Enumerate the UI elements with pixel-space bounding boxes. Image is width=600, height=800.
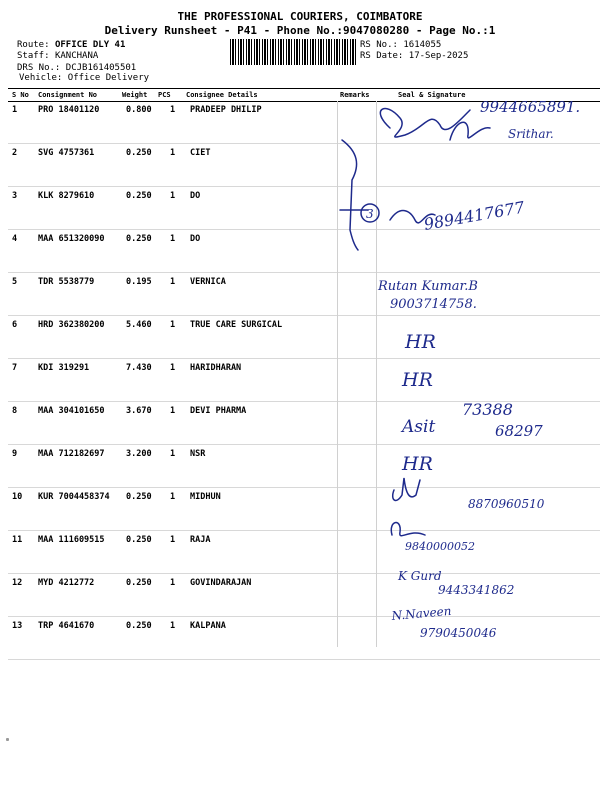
row-weight: 0.250 [126, 621, 152, 631]
row-pcs: 1 [170, 191, 176, 201]
row-sno: 7 [12, 363, 18, 373]
row-consignment-no: MAA 712182697 [38, 449, 105, 459]
col-sno: S No [12, 91, 29, 99]
rs-no-line [360, 40, 441, 51]
row-pcs: 1 [170, 234, 176, 244]
signature-12-name: K Gurd [398, 569, 442, 583]
row-weight: 3.200 [126, 449, 152, 459]
drs-label: DRS No.: [17, 63, 61, 73]
row-weight: 0.250 [126, 148, 152, 158]
row-pcs: 1 [170, 105, 176, 115]
row-consignment-no: MYD 4212772 [38, 578, 95, 588]
col-signature: Seal & Signature [398, 91, 466, 99]
row-sno: 12 [12, 578, 23, 588]
row-consignment-no: MAA 111609515 [38, 535, 105, 545]
row-consignee: CIET [190, 148, 211, 158]
staff-label: Staff: [17, 51, 50, 61]
col-consignment: Consignment No [38, 91, 98, 99]
row-pcs: 1 [170, 492, 176, 502]
signature-9: HR [402, 453, 433, 475]
row-consignee: DO [190, 191, 201, 201]
row-pcs: 1 [170, 578, 176, 588]
row-consignee: MIDHUN [190, 492, 221, 502]
rs-no-label: RS No.: [360, 40, 398, 50]
rs-no-value: 1614055 [403, 40, 442, 50]
row-sno: 2 [12, 148, 18, 158]
row-consignee: TRUE CARE SURGICAL [190, 320, 283, 330]
row-consignment-no: SVG 4757361 [38, 148, 95, 158]
row-weight: 0.250 [126, 191, 152, 201]
row-sno: 11 [12, 535, 23, 545]
row-sno: 10 [12, 492, 23, 502]
signature-5-phone: 9003714758. [390, 297, 477, 312]
row-consignee: HARIDHARAN [190, 363, 242, 373]
vehicle-label: Vehicle: [19, 73, 63, 83]
scan-speck [6, 738, 9, 741]
signature-13-phone: 9790450046 [420, 626, 497, 640]
row-consignment-no: PRO 18401120 [38, 105, 100, 115]
signature-8-num1: 73388 [462, 400, 513, 419]
signature-5-name: Rutan Kumar.B [378, 279, 478, 294]
signature-3-mark: 3 [366, 207, 374, 221]
company-title: THE PROFESSIONAL COURIERS, COIMBATORE [177, 10, 423, 23]
row-sno: 1 [12, 105, 18, 115]
row-consignment-no: MAA 651320090 [38, 234, 105, 244]
row-pcs: 1 [170, 406, 176, 416]
row-sno: 4 [12, 234, 18, 244]
row-weight: 5.460 [126, 320, 152, 330]
row-pcs: 1 [170, 449, 176, 459]
signature-11-scribble [391, 523, 425, 536]
row-consignee: KALPANA [190, 621, 226, 631]
row-weight: 0.250 [126, 535, 152, 545]
route-line [17, 40, 125, 51]
signature-7: HR [402, 369, 433, 391]
row-weight: 0.800 [126, 105, 152, 115]
signature-10-phone: 8870960510 [468, 497, 545, 511]
row-sno: 5 [12, 277, 18, 287]
row-consignment-no: KUR 7004458374 [38, 492, 110, 502]
drs-value: DCJB161405501 [65, 63, 137, 73]
route-value: OFFICE DLY 41 [54, 40, 126, 50]
row-consignment-no: HRD 362380200 [38, 320, 105, 330]
row-weight: 3.670 [126, 406, 152, 416]
row-consignee: RAJA [190, 535, 211, 545]
row-consignee: VERNICA [190, 277, 226, 287]
col-pcs: PCS [158, 91, 171, 99]
col-remarks: Remarks [340, 91, 370, 99]
row-sno: 3 [12, 191, 18, 201]
row-weight: 7.430 [126, 363, 152, 373]
row-pcs: 1 [170, 320, 176, 330]
row-sno: 8 [12, 406, 18, 416]
col-weight: Weight [122, 91, 148, 99]
row-consignee: NSR [190, 449, 206, 459]
row-consignee: DEVI PHARMA [190, 406, 247, 416]
signature-1-scribble [380, 109, 470, 138]
staff-value: KANCHANA [54, 51, 99, 61]
signature-13-name: N.Naveen [391, 603, 452, 623]
row-sno: 13 [12, 621, 23, 631]
signature-8-num2: 68297 [495, 422, 543, 440]
row-consignment-no: TDR 5538779 [38, 277, 95, 287]
row-consignee: DO [190, 234, 201, 244]
staff-line [17, 51, 98, 62]
runsheet-subtitle: Delivery Runsheet - P41 - Phone No.:9047080280 - Page No.:1 [104, 24, 496, 37]
row-pcs: 1 [170, 363, 176, 373]
row-consignee: GOVINDARAJAN [190, 578, 252, 588]
row-pcs: 1 [170, 535, 176, 545]
row-consignment-no: MAA 304101650 [38, 406, 105, 416]
row-sno: 6 [12, 320, 18, 330]
vehicle-value: Office Delivery [67, 73, 150, 83]
signature-11-phone: 9840000052 [405, 540, 475, 553]
signature-1-loop [450, 122, 490, 140]
vehicle-line [19, 73, 149, 84]
signature-3-phone: 9894417677 [422, 197, 526, 234]
barcode [230, 39, 356, 65]
signature-1-name: Srithar. [508, 127, 554, 141]
row-pcs: 1 [170, 148, 176, 158]
signature-8-name: Asit [402, 417, 436, 437]
row-weight: 0.250 [126, 578, 152, 588]
row-consignment-no: KLK 8279610 [38, 191, 95, 201]
signature-6: HR [405, 331, 436, 353]
bracket-mark [342, 140, 358, 250]
col-consignee: Consignee Details [186, 91, 258, 99]
row-pcs: 1 [170, 621, 176, 631]
rs-date-label: RS Date: [360, 51, 404, 61]
route-label: Route: [17, 40, 50, 50]
row-weight: 0.195 [126, 277, 152, 287]
handwritten-signatures [330, 80, 600, 660]
row-consignee: PRADEEP DHILIP [190, 105, 262, 115]
rs-date-value: 17-Sep-2025 [408, 51, 469, 61]
row-consignment-no: TRP 4641670 [38, 621, 95, 631]
signature-12-phone: 9443341862 [438, 583, 515, 597]
signature-10-scribble [393, 478, 420, 500]
row-consignment-no: KDI 319291 [38, 363, 90, 373]
row-pcs: 1 [170, 277, 176, 287]
row-sno: 9 [12, 449, 18, 459]
signature-1-phone: 9944665891. [480, 98, 581, 116]
row-weight: 0.250 [126, 492, 152, 502]
rs-date-line [360, 51, 468, 62]
row-weight: 0.250 [126, 234, 152, 244]
